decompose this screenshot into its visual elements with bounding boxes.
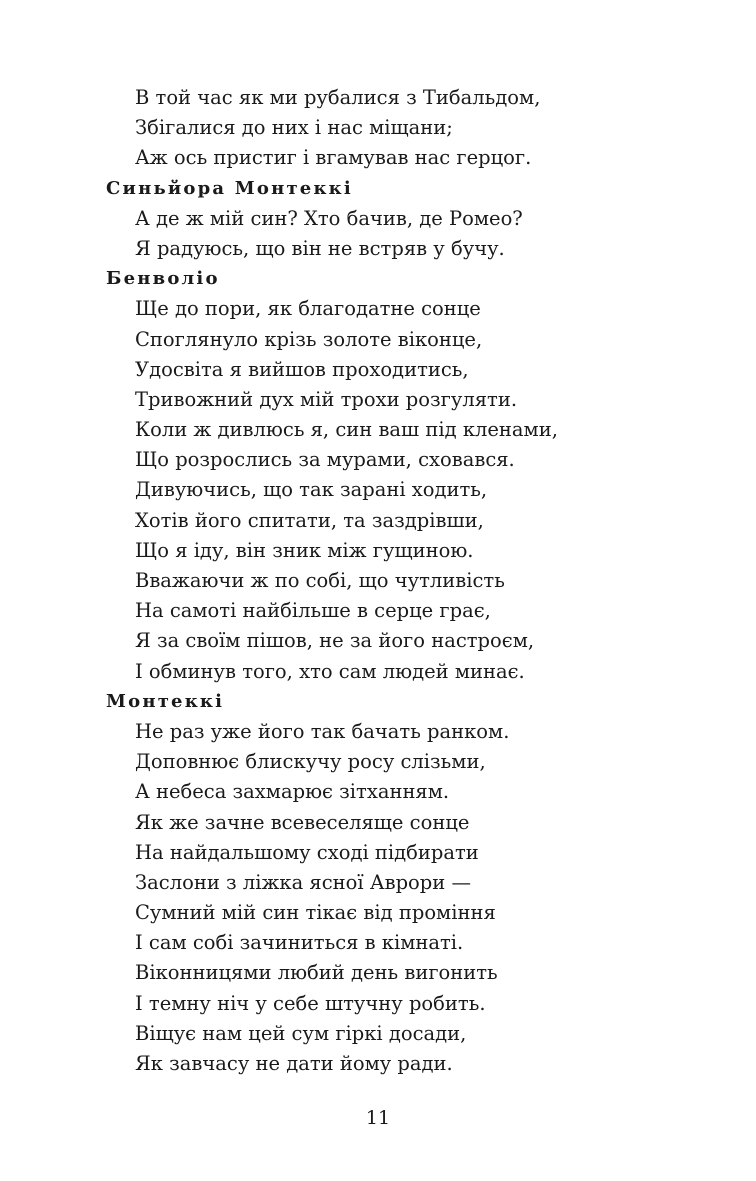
verse-line: Аж ось пристиг і вгамував нас герцог. (135, 146, 532, 170)
verse-line: Що розрослись за мурами, сховався. (135, 448, 515, 472)
verse-line: І темну ніч у себе штучну робить. (135, 991, 486, 1015)
verse-line: Ще до пори, як благодатне сонце (135, 297, 481, 321)
verse-line: Не раз уже його так бачать ранком. (135, 719, 510, 743)
play-text (106, 83, 726, 1079)
page-number: 11 (365, 1107, 391, 1129)
speaker-name: Бенволіо (106, 268, 220, 290)
verse-line: Коли ж дивлюсь я, син ваш під кленами, (135, 418, 558, 442)
verse-line: Я радуюсь, що він не встряв у бучу. (135, 236, 505, 260)
verse-line: Тривожний дух мій трохи розгуляти. (135, 387, 518, 411)
verse-line: В той час як ми рубалися з Тибальдом, (135, 86, 541, 109)
verse-line: А небеса захмарює зітханням. (135, 780, 450, 804)
speaker-name: Монтеккі (106, 690, 225, 712)
verse-line: Віщує нам цей сум гіркі досади, (135, 1021, 467, 1045)
verse-line: На самоті найбільше в серце грає, (135, 599, 491, 623)
verse-line: Я за своїм пішов, не за його настроєм, (135, 629, 535, 653)
verse-line: Віконницями любий день вигонить (135, 961, 498, 985)
verse-line: А де ж мій син? Хто бачив, де Ромео? (135, 206, 523, 230)
verse-line: На найдальшому сході підбирати (135, 840, 479, 864)
verse-line: Що я іду, він зник між гущиною. (135, 538, 474, 562)
verse-line: Як завчасу не дати йому ради. (135, 1052, 453, 1075)
verse-line: Доповнює блискучу росу слізьми, (135, 750, 486, 774)
verse-line: Споглянуло крізь золоте віконце, (135, 327, 483, 351)
speaker-name: Синьйора Монтеккі (106, 177, 353, 199)
verse-line: Заслони з ліжка ясної Аврори — (135, 870, 471, 894)
verse-line: І сам собі зачиниться в кімнаті. (135, 931, 464, 955)
verse-line: Хотів його спитати, та заздрівши, (135, 508, 484, 532)
verse-line: Удосвіта я вийшов проходитись, (135, 357, 469, 381)
verse-line: Збігалися до них і нас міщани; (135, 116, 453, 140)
verse-line: Дивуючись, що так зарані ходить, (135, 478, 488, 502)
verse-line: І обминув того, хто сам людей минає. (135, 659, 525, 683)
verse-line: Вважаючи ж по собі, що чутливість (135, 569, 505, 592)
verse-line: Сумний мій син тікає від проміння (135, 901, 496, 925)
verse-line: Як же зачне всевеселяще сонце (135, 810, 470, 834)
